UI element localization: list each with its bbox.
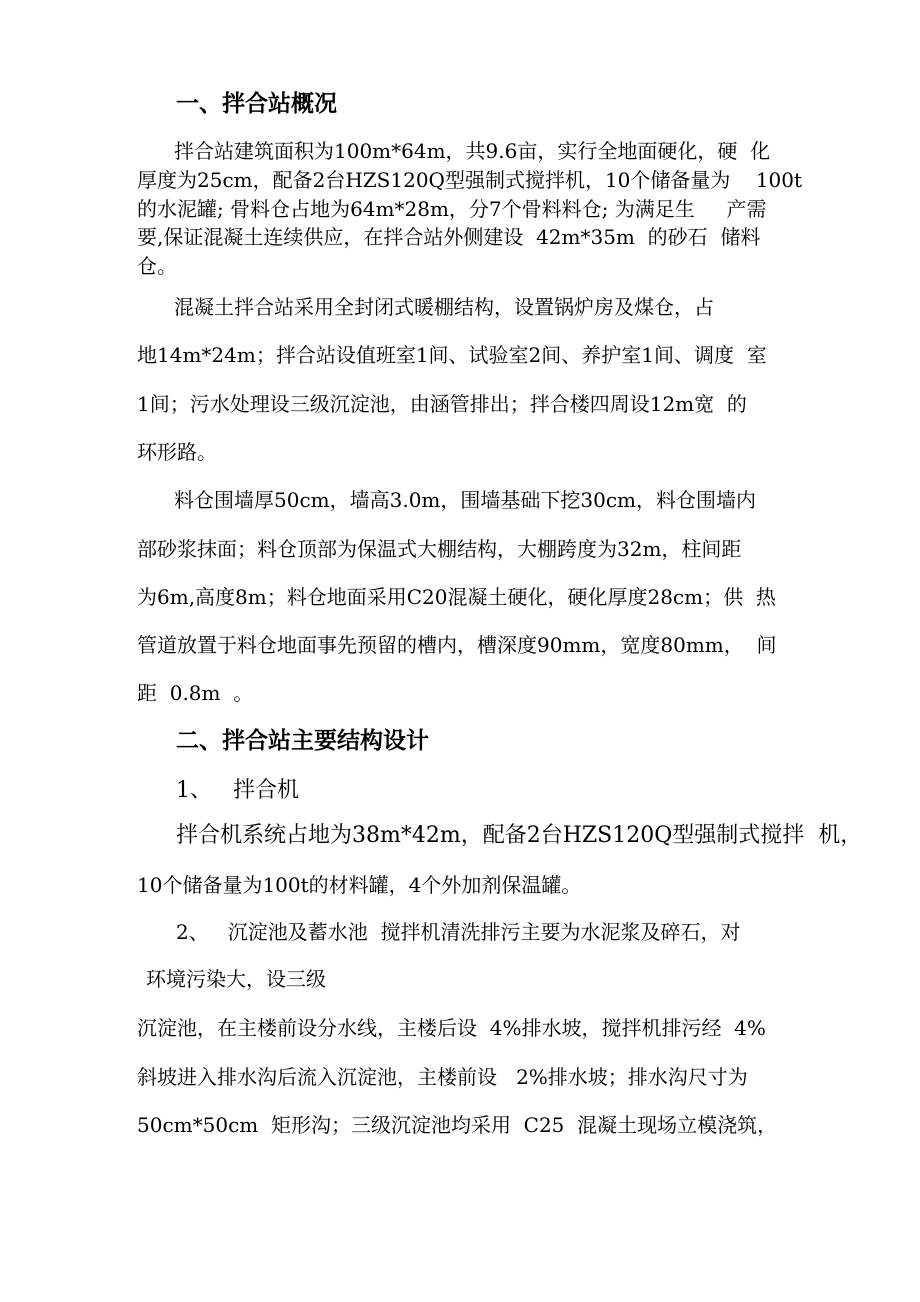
text-line: 50cm*50cm 矩形沟；三级沉淀池均采用 C25 混凝土现场立模浇筑， bbox=[137, 1113, 778, 1137]
text-line: 1间；污水处理设三级沉淀池，由涵管排出；拌合楼四周设12m宽 的 bbox=[137, 392, 747, 416]
text-line: 距 0.8m 。 bbox=[137, 681, 254, 705]
text-line: 管道放置于料仓地面事先预留的槽内，槽深度90mm，宽度80mm， 间 bbox=[137, 633, 777, 657]
text-line: 混凝土拌合站采用全封闭式暖棚结构，设置锅炉房及煤仓，占 bbox=[174, 295, 714, 319]
text-line: 部砂浆抹面；料仓顶部为保温式大棚结构，大棚跨度为32m，柱间距 bbox=[137, 537, 742, 561]
section2-title: 二、拌合站主要结构设计 bbox=[176, 728, 429, 754]
text-line: 料仓围墙厚50cm，墙高3.0m，围墙基础下挖30cm，料仓围墙内 bbox=[174, 488, 757, 512]
subsection2-title: 2、 沉淀池及蓄水池 搅拌机清洗排污主要为水泥浆及碎石，对 bbox=[176, 920, 741, 944]
text-line: 仓。 bbox=[137, 254, 177, 278]
text-line: 的水泥罐; 骨料仓占地为64m*28m，分7个骨料料仓; 为满足生 产需 bbox=[137, 197, 767, 221]
text-line: 为6m,高度8m；料仓地面采用C20混凝土硬化，硬化厚度28cm；供 热 bbox=[137, 585, 776, 609]
text-line: 斜坡进入排水沟后流入沉淀池，主楼前设 2%排水坡；排水沟尺寸为 bbox=[137, 1065, 748, 1089]
text-line: 地14m*24m；拌合站设值班室1间、试验室2间、养护室1间、调度 室 bbox=[137, 343, 767, 367]
text-line: 拌合站建筑面积为100m*64m，共9.6亩，实行全地面硬化，硬 化 bbox=[174, 139, 771, 163]
text-line: 要,保证混凝土连续供应，在拌合站外侧建设 42m*35m 的砂石 储料 bbox=[137, 225, 761, 249]
text-line: 环境污染大，设三级 bbox=[146, 967, 326, 991]
text-line: 拌合机系统占地为38m*42m，配备2台HZS120Q型强制式搅拌 机， bbox=[176, 823, 863, 848]
text-line: 10个储备量为100t的材料罐，4个外加剂保温罐。 bbox=[137, 873, 582, 897]
section1-title: 一、拌合站概况 bbox=[176, 91, 337, 117]
subsection1-title: 1、 拌合机 bbox=[176, 778, 299, 803]
text-line: 厚度为25cm，配备2台HZS120Q型强制式搅拌机，10个储备量为 100t bbox=[137, 168, 803, 192]
text-line: 沉淀池，在主楼前设分水线，主楼后设 4%排水坡，搅拌机排污经 4% bbox=[137, 1016, 766, 1040]
text-line: 环形路。 bbox=[137, 440, 217, 464]
